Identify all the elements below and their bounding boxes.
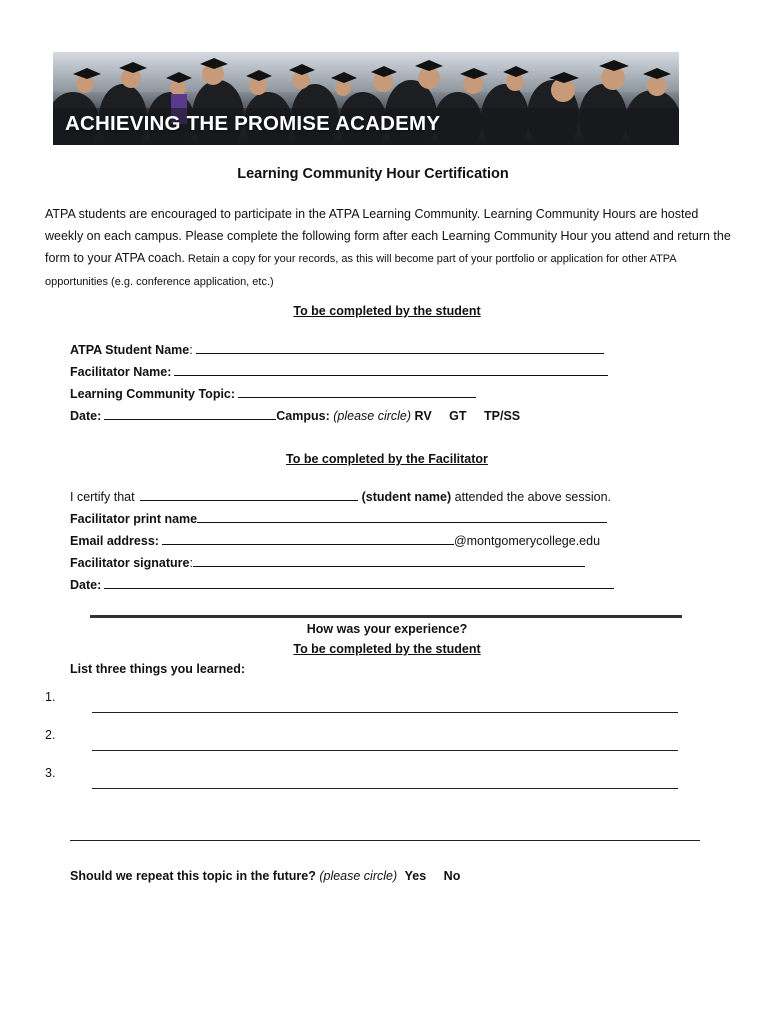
facilitator-section-heading: To be completed by the Facilitator [286,452,488,466]
topic-label: Learning Community Topic: [70,387,236,401]
email-label: Email address: [70,534,159,548]
campus-label: Campus: [276,409,330,423]
student-name-field[interactable] [196,342,604,354]
intro-paragraph [45,203,735,293]
campus-option-tpss[interactable]: TP/SS [484,409,521,423]
answer-line-1[interactable] [92,712,678,713]
date-campus-row [70,408,520,423]
repeat-question: Should we repeat this topic in the future? [70,869,316,883]
facilitator-name-label: Facilitator Name: [70,365,172,379]
facilitator-name-field[interactable] [174,364,608,376]
form-title: Learning Community Hour Certification [237,166,509,182]
date-field[interactable] [104,408,276,420]
student-section-heading: To be completed by the student [293,304,481,318]
campus-option-gt[interactable]: GT [449,409,467,423]
header-banner [53,52,679,145]
email-row [70,533,600,548]
campus-hint: (please circle) [333,409,412,423]
experience-question: How was your experience? [306,622,468,636]
intro-text: ATPA students are encouraged to participate in the ATPA Learning Community. Learning Community Hours are hosted weekly on each campus. Please complete the following form after each Learning Community Hour you attend and return the form to your ATPA coach. [45,207,731,265]
certify-row [70,489,611,504]
answer-line-2[interactable] [92,750,678,751]
print-name-row [70,511,607,526]
list-label: List three things you learned: [70,662,246,676]
list-number-1: 1. [45,690,56,704]
student-name-label: ATPA Student Name [70,343,190,357]
list-number-2: 2. [45,728,56,742]
certify-student-label: (student name) [361,490,452,504]
list-number-3: 3. [45,766,56,780]
print-name-label: Facilitator print name [70,512,198,526]
banner-title: ACHIEVING THE PROMISE ACADEMY [65,112,441,135]
intro-note: Retain a copy for your records, as this will become part of your portfolio or application for other ATPA opportunities (e.g. conference application, etc.) [45,253,677,288]
section-divider [90,615,682,618]
facilitator-name-row [70,364,608,379]
facilitator-date-field[interactable] [104,577,614,589]
facilitator-date-row [70,577,614,592]
certify-student-field[interactable] [140,489,358,501]
attended-text: attended the above session. [454,490,612,504]
date-label: Date: [70,409,102,423]
repeat-topic-row [70,869,460,883]
certify-text: I certify that [70,490,135,504]
signature-label: Facilitator signature [70,556,190,570]
facilitator-date-label: Date: [70,578,102,592]
experience-section-heading: To be completed by the student [293,642,481,656]
signature-row: Facilitator signature: [70,555,585,570]
answer-line-3[interactable] [92,788,678,789]
campus-option-rv[interactable]: RV [414,409,432,423]
email-field[interactable] [162,533,454,545]
answer-line-extra[interactable] [70,840,700,841]
signature-field[interactable] [193,555,585,567]
repeat-yes-option[interactable]: Yes [404,869,427,883]
topic-row [70,386,476,401]
student-name-row: ATPA Student Name: [70,342,604,357]
print-name-field[interactable] [197,511,607,523]
topic-field[interactable] [238,386,476,398]
repeat-no-option[interactable]: No [443,869,461,883]
email-domain: @montgomerycollege.edu [453,534,601,548]
repeat-hint: (please circle) [319,869,398,883]
